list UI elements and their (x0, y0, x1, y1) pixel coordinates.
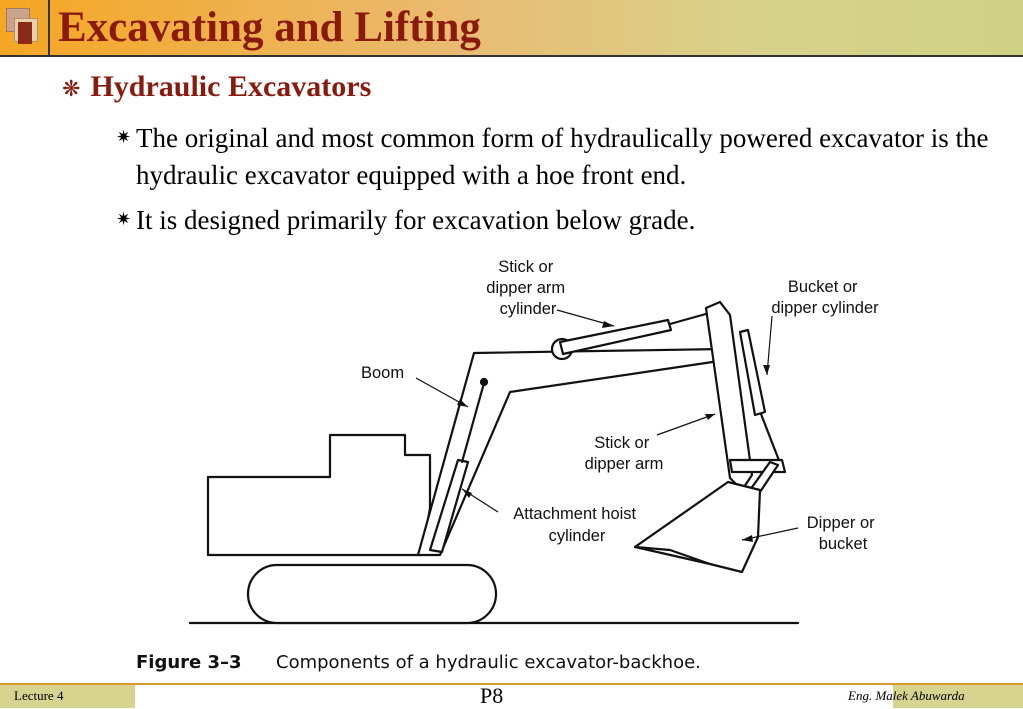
callout-stick-cylinder: Stick or dipper arm cylinder (486, 258, 566, 318)
title-underline (0, 55, 1023, 57)
slide-title: Excavating and Lifting (58, 4, 481, 51)
bullet-text: It is designed primarily for excavation below grade. (136, 205, 696, 235)
stick-leader (657, 414, 715, 435)
heading-bullet (62, 70, 371, 104)
bullet-text: The original and most common form of hydraulically powered excavator is the hydraulic excavator equipped with a hoe front end. (136, 123, 989, 190)
callout-hoist-cylinder: Attachment hoist cylinder (513, 505, 637, 545)
cab-body (208, 435, 430, 555)
callout-stick: Stick or dipper arm (584, 434, 664, 473)
figure-label: Figure 3–3 (136, 652, 242, 673)
star-bullet-icon: ✷ (116, 127, 132, 147)
star-bullet-icon: ✷ (116, 209, 132, 229)
logo-divider (48, 0, 50, 55)
arrowhead (602, 321, 614, 328)
footer-line (0, 683, 1023, 685)
bucket-cylinder (740, 330, 765, 415)
track (248, 565, 496, 623)
sub-bullet (116, 202, 1006, 239)
callout-bucket-cylinder: Bucket or dipper cylinder (771, 278, 879, 317)
flower-bullet-icon: ❋ (62, 76, 81, 101)
footer-lecture: Lecture 4 (14, 688, 64, 703)
hoist-pivot (481, 379, 487, 385)
logo-squares-icon (0, 0, 48, 55)
figure-caption: Components of a hydraulic excavator-backhoe. (276, 652, 701, 673)
arrowhead (763, 365, 770, 375)
footer-page-number: P8 (480, 683, 504, 708)
section-heading: Hydraulic Excavators (90, 70, 372, 103)
stick-cylinder (560, 320, 671, 354)
callout-boom: Boom (361, 364, 405, 382)
excavator-diagram (130, 250, 930, 680)
sub-bullet (116, 120, 1006, 194)
arrowhead (705, 414, 715, 420)
callout-bucket: Dipper or bucket (806, 514, 875, 553)
footer-author: Eng. Malek Abuwarda (848, 688, 965, 703)
bucket-cylinder-rod (761, 414, 780, 463)
